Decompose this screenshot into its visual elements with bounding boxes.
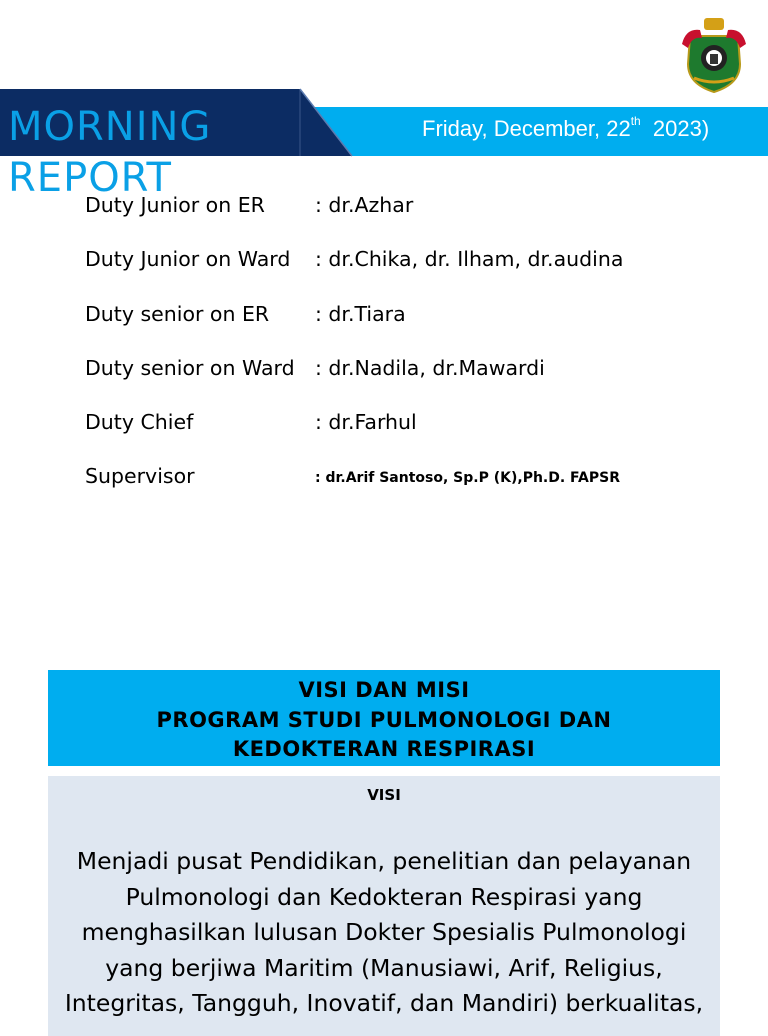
visi-panel: [48, 776, 720, 1036]
duty-value: : dr.Tiara: [315, 301, 406, 326]
duty-row: [85, 410, 705, 464]
visi-heading-line2: PROGRAM STUDI PULMONOLOGI DAN: [156, 707, 612, 732]
date-main: Friday, December, 22: [422, 116, 631, 141]
university-crest-icon: [680, 14, 748, 94]
duty-value: : dr.Chika, dr. Ilham, dr.audina: [315, 247, 624, 272]
duty-role: Duty Junior on ER: [85, 193, 265, 217]
duty-row: [85, 193, 705, 247]
duty-role: Supervisor: [85, 464, 195, 489]
visi-text: Menjadi pusat Pendidikan, penelitian dan pelayanan Pulmonologi dan Kedokteran Respirasi yang menghasilkan lulusan Dokter Spesialis Pulmonologi yang berjiwa Maritim (Manusiawi, Arif, Religius, Integritas, Tangguh, Inovatif, dan Mandiri) berkualitas,: [64, 847, 704, 1017]
page-title: MORNING REPORT: [8, 104, 212, 201]
duty-role: Duty senior on Ward: [85, 355, 295, 380]
duty-value: : dr.Azhar: [315, 193, 414, 217]
duty-value: : dr.Farhul: [315, 410, 417, 435]
supervisor-value: : dr.Arif Santoso, Sp.P (K),Ph.D. FAPSR: [315, 470, 620, 487]
date-year: 2023): [640, 116, 710, 141]
date-ordinal: th: [630, 113, 641, 128]
duty-role: Duty senior on ER: [85, 301, 270, 326]
duty-row: [85, 464, 705, 518]
visi-heading-line1: VISI DAN MISI: [298, 678, 470, 702]
duty-role: Duty Chief: [85, 410, 194, 435]
visi-heading-line3: KEDOKTERAN RESPIRASI: [232, 737, 536, 761]
report-date: [422, 113, 710, 142]
visi-label: VISI: [367, 786, 401, 804]
visi-misi-heading: [48, 670, 720, 766]
duty-value: : dr.Nadila, dr.Mawardi: [315, 355, 545, 380]
duty-row: [85, 302, 705, 356]
duty-roster: [85, 193, 705, 519]
duty-row: [85, 247, 705, 301]
duty-role: Duty Junior on Ward: [85, 247, 291, 272]
duty-row: [85, 356, 705, 410]
